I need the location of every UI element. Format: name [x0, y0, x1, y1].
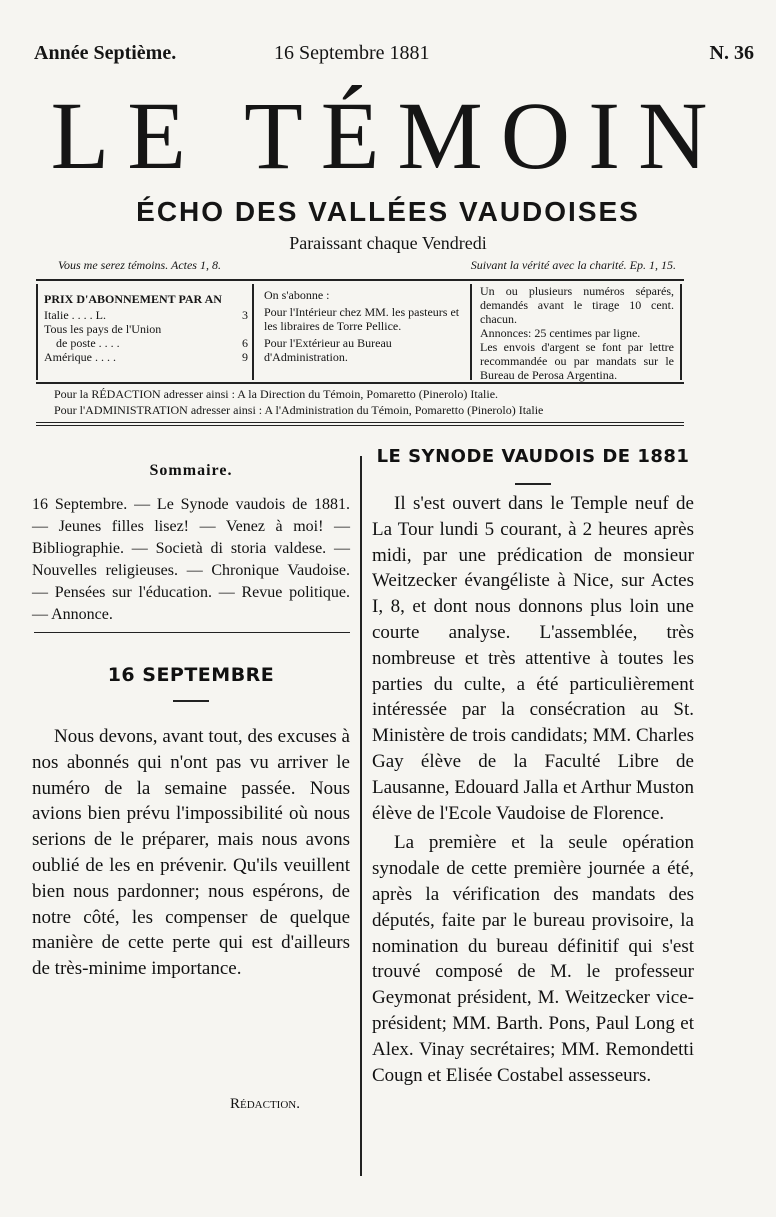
address-rule — [36, 422, 684, 423]
column-divider — [360, 456, 362, 1176]
numbers-info-box — [474, 284, 682, 380]
newspaper-subtitle: ÉCHO DES VALLÉES VAUDOISES — [136, 196, 640, 227]
title-dash — [173, 700, 209, 702]
subscribe-line: Pour l'Intérieur chez MM. les pasteurs et les libraires de Torre Pellice. — [264, 305, 460, 333]
box-bottom-rule — [36, 382, 684, 384]
article-left-heading — [32, 664, 350, 702]
article-right-paragraph-1: Il s'est ouvert dans le Temple neuf de La Tour lundi 5 courant, à 2 heures après midi, par une prédication de monsieur Weitzecker évangéliste à Nice, sur Actes I, 8, et dont nous donnons plus loin une courte analyse. L'assemblée, très nombreuse et très attentive à toutes les parties du culte, a été particulièrement intéressée par la consécration au St. Ministère de trois candidats; MM. Charles Gay élève de la Faculté Libre de Lausanne, Edouard Jalla et Arthur Muston élève de l'Ecole Vaudoise de Florence. — [372, 493, 694, 824]
price-row: de poste . . . . 6 — [56, 336, 248, 350]
issue-date: 16 Septembre 1881 — [274, 42, 430, 64]
address-rule-double — [36, 425, 684, 426]
subscribe-info-box — [258, 284, 472, 380]
numbers-line: Les envois d'argent se font par lettre recommandée ou par mandats sur le Bureau de Perosa Argentina. — [480, 340, 674, 382]
motto-line — [58, 258, 676, 273]
article-left-paragraph: Nous devons, avant tout, des excuses à nos abonnés qui n'ont pas vu arriver le numéro de la semaine passée. Nous avions bien prévu l'impossibilité où nous serions de le préparer, mais nous avons oublié de les en prévenir. Qu'ils veuillent bien nous pardonner; nous espérons, de notre côté, les compenser de quelque manière de cette perte qui est d'ailleurs de très-minime importance. — [32, 726, 350, 980]
subscribe-line: Pour l'Extérieur au Bureau d'Administration. — [264, 336, 392, 364]
publication-frequency: Paraissant chaque Vendredi — [289, 233, 487, 253]
subscription-heading: PRIX D'ABONNEMENT PAR AN — [44, 292, 222, 306]
subscribe-line: On s'abonne : — [264, 288, 330, 302]
newspaper-title: LE TÉMOIN — [50, 82, 726, 189]
issue-number: N. 36 — [709, 42, 754, 64]
sommaire-text: 16 Septembre. — Le Synode vaudois de 1881. — Jeunes filles lisez! — Venez à moi! — Bibliographie. — Società di storia valdese. — Nouvelles religieuses. — Chronique Vaudoise. — Pensées sur l'éducation. — Revue politique. — Annonce. — [32, 496, 350, 623]
article-right-heading — [372, 446, 694, 485]
numbers-line: Un ou plusieurs numéros séparés, demandés avant le tirage 10 cent. chacun. — [480, 284, 674, 326]
numbers-line: Annonces: 25 centimes par ligne. — [480, 326, 641, 340]
article-right-body — [372, 491, 694, 1088]
price-row: Tous les pays de l'Union — [44, 322, 162, 336]
article-left-title: 16 SEPTEMBRE — [107, 664, 275, 686]
issue-year: Année Septième. — [34, 42, 177, 64]
sommaire-heading: Sommaire. — [149, 462, 233, 479]
subscription-price-box — [36, 284, 254, 380]
address-administration: Pour l'ADMINISTRATION adresser ainsi : A l'Administration du Témoin, Pomaretto (Pinerolo) Italie — [54, 403, 544, 417]
article-right-title: LE SYNODE VAUDOIS DE 1881 — [376, 446, 690, 467]
top-rule — [36, 279, 684, 281]
article-left-body — [32, 724, 350, 982]
motto-left: Vous me serez témoins. Actes 1, 8. — [58, 258, 221, 272]
issue-header-line — [34, 42, 754, 72]
address-redaction: Pour la RÉDACTION adresser ainsi : A la Direction du Témoin, Pomaretto (Pinerolo) Italie. — [54, 387, 499, 401]
article-right-paragraph-2: La première et la seule opération synodale de cette première journée a été, après la vérification des mandats des députés, faite par le bureau provisoire, la nomination du bureau définitif qui s'est trouvé composé de M. le professeur Geymonat président, M. Weitzecker vice-président; MM. Barth. Pons, Paul Long et Alex. Vinay secrétaires; MM. Remondetti Cougn et Elisée Costabel assesseurs. — [372, 832, 694, 1086]
price-row: Italie . . . . L. 3 — [44, 308, 248, 322]
title-dash — [515, 483, 551, 485]
price-row: Amérique . . . . 9 — [44, 350, 248, 364]
motto-right: Suivant la vérité avec la charité. Ep. 1, 15. — [470, 258, 676, 272]
article-left-signature: Rédaction. — [230, 1096, 300, 1112]
sommaire-rule — [34, 632, 350, 633]
